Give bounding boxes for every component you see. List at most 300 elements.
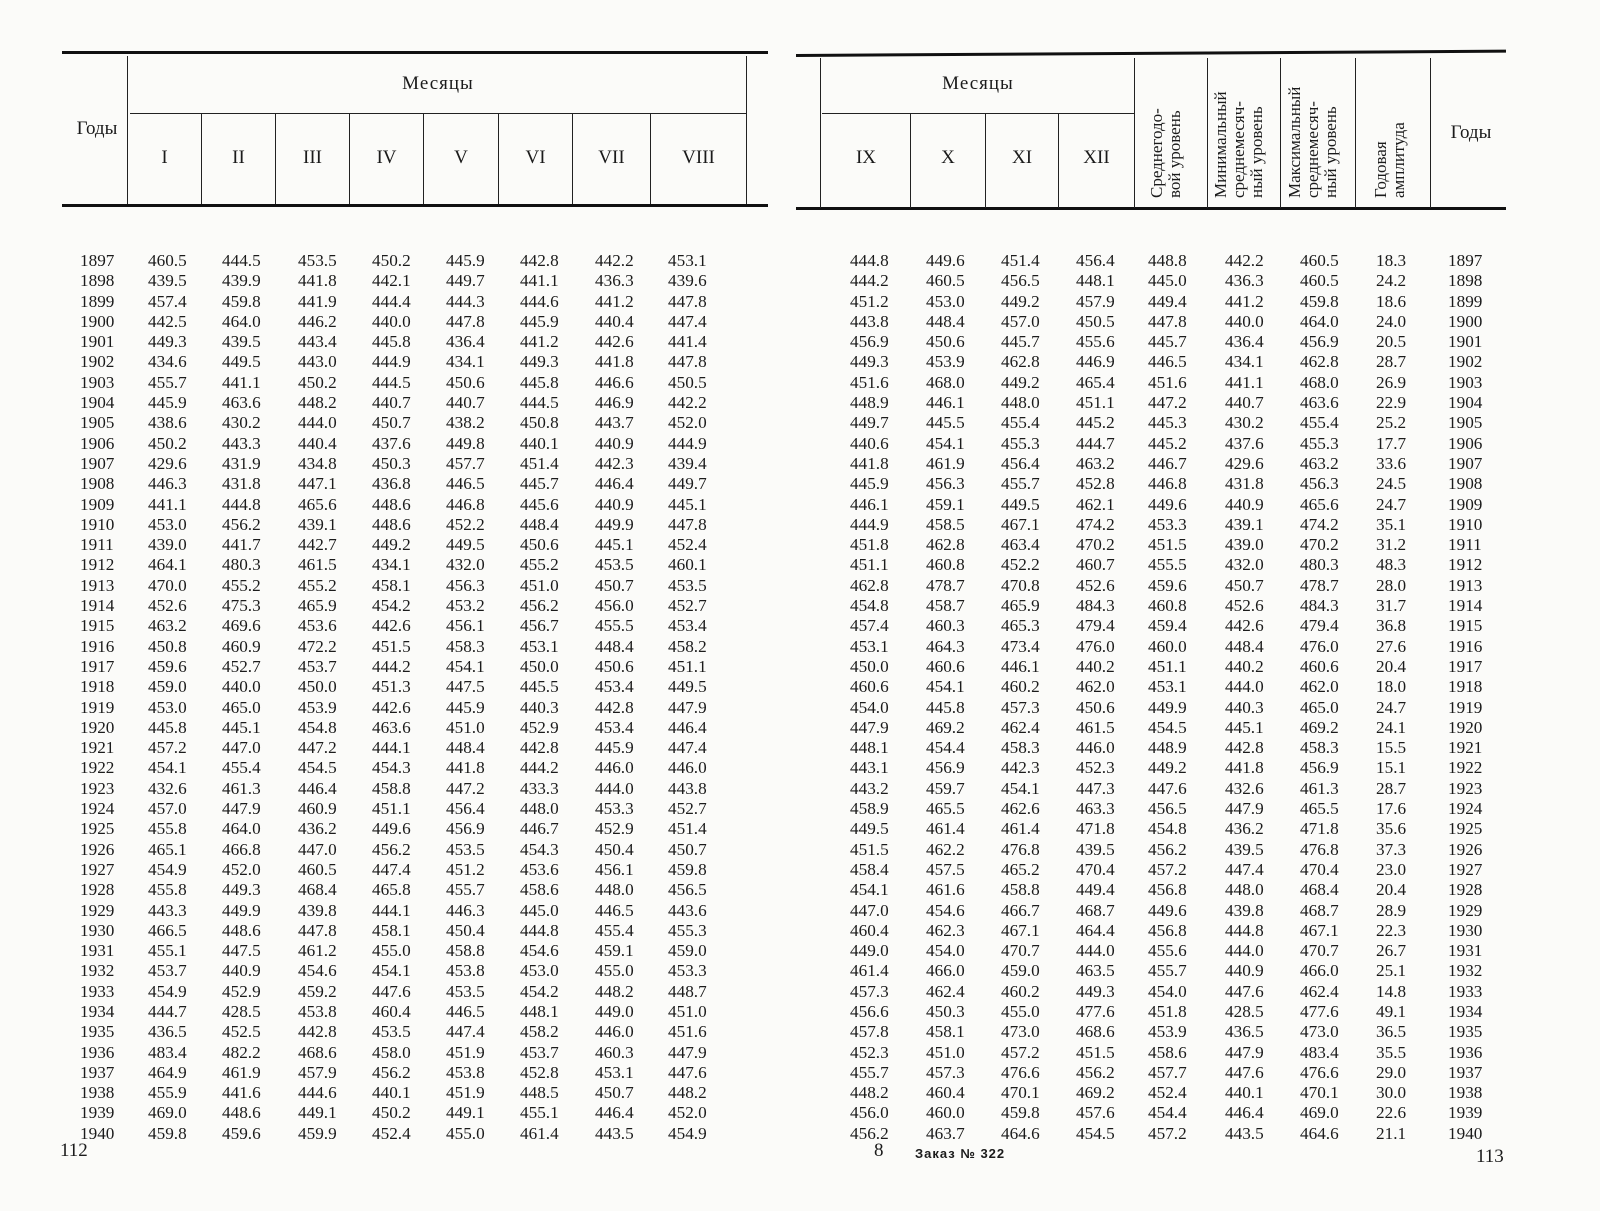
month-V-cell: 446.8: [446, 494, 485, 514]
month-IX-cell: 456.6: [850, 1001, 889, 1021]
table-row: [0, 637, 800, 657]
month-V-cell: 457.7: [446, 453, 485, 473]
month-V-cell: 449.5: [446, 535, 485, 555]
month-III-cell: 454.5: [298, 758, 337, 778]
month-XI-cell: 466.7: [1001, 900, 1040, 920]
month-VIII-cell: 443.8: [668, 778, 707, 798]
month-XII-cell: 484.3: [1076, 596, 1115, 616]
min-monthly-cell: 436.4: [1225, 332, 1264, 352]
month-IX-cell: 454.8: [850, 596, 889, 616]
amplitude-cell: 28.7: [1376, 352, 1407, 372]
month-header-IX: IX: [855, 147, 877, 168]
month-II-cell: 441.1: [222, 372, 261, 392]
month-XI-cell: 461.4: [1001, 819, 1040, 839]
mean-annual-cell: 449.6: [1148, 494, 1187, 514]
table-row: [0, 454, 800, 474]
table-row: [800, 901, 1600, 921]
min-monthly-cell: 439.0: [1225, 535, 1264, 555]
table-row: [0, 576, 800, 596]
month-XI-cell: 455.4: [1001, 413, 1040, 433]
month-X-cell: 446.1: [926, 393, 965, 413]
month-XI-cell: 465.2: [1001, 859, 1040, 879]
month-VIII-cell: 460.1: [668, 555, 707, 575]
month-IV-cell: 440.1: [372, 1083, 411, 1103]
amplitude-cell: 35.6: [1376, 819, 1407, 839]
month-VIII-cell: 459.8: [668, 859, 707, 879]
month-X-cell: 445.5: [926, 413, 965, 433]
month-I-cell: 460.5: [148, 251, 187, 270]
table-row: [800, 535, 1600, 555]
min-monthly-cell: 446.4: [1225, 1103, 1264, 1123]
table-row: [800, 840, 1600, 860]
month-II-cell: 447.5: [222, 941, 261, 961]
month-VI-cell: 441.1: [520, 271, 559, 291]
month-XII-cell: 457.6: [1076, 1103, 1115, 1123]
month-V-cell: 450.6: [446, 372, 485, 392]
month-VIII-cell: 443.6: [668, 900, 707, 920]
month-I-cell: 465.1: [148, 839, 187, 859]
mean-annual-cell: 454.0: [1148, 981, 1187, 1001]
month-X-cell: 460.3: [926, 616, 965, 636]
month-I-cell: 434.6: [148, 352, 187, 372]
month-III-cell: 453.7: [298, 656, 337, 676]
month-IV-cell: 458.0: [372, 1042, 411, 1062]
min-monthly-cell: 432.6: [1225, 778, 1264, 798]
month-XI-cell: 442.3: [1001, 758, 1040, 778]
min-monthly-cell: 442.8: [1225, 738, 1264, 758]
month-I-cell: 470.0: [148, 575, 187, 595]
year-cell: 1901: [80, 332, 115, 352]
year-cell: 1917: [80, 656, 115, 676]
min-monthly-cell: 447.9: [1225, 1042, 1264, 1062]
month-IX-cell: 460.6: [850, 677, 889, 697]
year-cell: 1937: [1448, 1062, 1483, 1082]
table-row: [800, 271, 1600, 291]
month-V-cell: 438.2: [446, 413, 485, 433]
month-X-cell: 461.9: [926, 453, 965, 473]
month-header-II: II: [232, 147, 245, 168]
min-monthly-cell: 429.6: [1225, 453, 1264, 473]
month-III-cell: 444.6: [298, 1083, 337, 1103]
months-header: Месяцы: [942, 73, 1014, 94]
month-IV-cell: 453.5: [372, 1022, 411, 1042]
min-monthly-cell: 430.2: [1225, 413, 1264, 433]
month-VIII-cell: 449.7: [668, 474, 707, 494]
month-VI-cell: 453.1: [520, 636, 559, 656]
min-monthly-cell: 428.5: [1225, 1001, 1264, 1021]
month-IV-cell: 440.0: [372, 311, 411, 331]
month-X-cell: 465.5: [926, 799, 965, 819]
min-monthly-header: Минимальный среднемесяч- ный уровень: [1211, 91, 1266, 198]
max-monthly-cell: 462.4: [1300, 981, 1339, 1001]
month-VI-cell: 453.0: [520, 961, 559, 981]
month-III-cell: 453.8: [298, 1001, 337, 1021]
month-X-cell: 454.6: [926, 900, 965, 920]
table-row: [0, 779, 800, 799]
year-cell: 1902: [80, 352, 115, 372]
month-XII-cell: 456.2: [1076, 1062, 1115, 1082]
month-II-cell: 452.9: [222, 981, 261, 1001]
year-cell: 1934: [80, 1001, 115, 1021]
year-cell: 1907: [80, 453, 115, 473]
max-monthly-cell: 480.3: [1300, 555, 1339, 575]
month-II-cell: 444.8: [222, 494, 261, 514]
month-II-cell: 455.2: [222, 575, 261, 595]
table-row: [0, 982, 800, 1002]
year-cell: 1925: [1448, 819, 1483, 839]
month-VI-cell: 450.6: [520, 535, 559, 555]
month-II-cell: 459.6: [222, 1123, 261, 1143]
table-row: [800, 393, 1600, 413]
max-monthly-cell: 468.4: [1300, 880, 1339, 900]
mean-annual-cell: 446.8: [1148, 474, 1187, 494]
table-row: [0, 474, 800, 494]
month-III-cell: 461.2: [298, 941, 337, 961]
month-VII-cell: 450.7: [595, 575, 634, 595]
month-VIII-cell: 453.4: [668, 616, 707, 636]
table-row: [0, 1063, 800, 1083]
month-VII-cell: 450.7: [595, 1083, 634, 1103]
min-monthly-cell: 444.0: [1225, 677, 1264, 697]
month-V-cell: 452.2: [446, 514, 485, 534]
month-IV-cell: 447.6: [372, 981, 411, 1001]
month-XII-cell: 445.2: [1076, 413, 1115, 433]
min-monthly-cell: 447.6: [1225, 981, 1264, 1001]
month-IX-cell: 446.1: [850, 494, 889, 514]
month-IV-cell: 445.8: [372, 332, 411, 352]
month-IV-cell: 451.1: [372, 799, 411, 819]
min-monthly-cell: 440.7: [1225, 393, 1264, 413]
mean-annual-cell: 451.6: [1148, 372, 1187, 392]
month-VI-cell: 453.6: [520, 859, 559, 879]
month-IX-cell: 456.2: [850, 1123, 889, 1143]
min-monthly-cell: 441.2: [1225, 291, 1264, 311]
month-header-XI: XI: [1011, 147, 1033, 168]
year-cell: 1916: [1448, 636, 1483, 656]
month-VI-cell: 454.3: [520, 839, 559, 859]
month-III-cell: 439.8: [298, 900, 337, 920]
month-II-cell: 469.6: [222, 616, 261, 636]
month-V-cell: 449.1: [446, 1103, 485, 1123]
month-VII-cell: 455.5: [595, 616, 634, 636]
month-V-cell: 446.5: [446, 474, 485, 494]
table-row: [800, 596, 1600, 616]
table-row: [0, 698, 800, 718]
month-XII-cell: 474.2: [1076, 514, 1115, 534]
table-row: [800, 799, 1600, 819]
month-I-cell: 450.8: [148, 636, 187, 656]
month-IV-cell: 454.3: [372, 758, 411, 778]
year-cell: 1912: [1448, 555, 1483, 575]
month-I-cell: 439.5: [148, 271, 187, 291]
min-monthly-cell: 448.4: [1225, 636, 1264, 656]
year-cell: 1904: [80, 393, 115, 413]
year-cell: 1936: [80, 1042, 115, 1062]
right-page: [800, 0, 1600, 1211]
table-row: [800, 961, 1600, 981]
month-X-cell: 460.6: [926, 656, 965, 676]
min-monthly-cell: 439.8: [1225, 900, 1264, 920]
amplitude-cell: 22.9: [1376, 393, 1407, 413]
table-row: [0, 758, 800, 778]
month-XI-cell: 456.5: [1001, 271, 1040, 291]
month-III-cell: 448.2: [298, 393, 337, 413]
table-row: [800, 1043, 1600, 1063]
top-rule: [62, 51, 768, 54]
month-XII-cell: 476.0: [1076, 636, 1115, 656]
table-row: [800, 332, 1600, 352]
month-X-cell: 459.7: [926, 778, 965, 798]
max-monthly-cell: 483.4: [1300, 1042, 1339, 1062]
month-VIII-cell: 447.9: [668, 697, 707, 717]
month-VII-cell: 460.3: [595, 1042, 634, 1062]
month-VIII-cell: 442.2: [668, 393, 707, 413]
max-monthly-cell: 465.0: [1300, 697, 1339, 717]
mean-annual-cell: 454.8: [1148, 819, 1187, 839]
month-V-cell: 434.1: [446, 352, 485, 372]
month-VI-cell: 445.8: [520, 372, 559, 392]
month-IX-cell: 457.3: [850, 981, 889, 1001]
month-VIII-cell: 441.4: [668, 332, 707, 352]
month-VIII-cell: 452.7: [668, 596, 707, 616]
month-III-cell: 453.6: [298, 616, 337, 636]
month-VI-cell: 445.7: [520, 474, 559, 494]
table-row: [0, 799, 800, 819]
month-III-cell: 450.2: [298, 372, 337, 392]
month-V-cell: 449.7: [446, 271, 485, 291]
month-IV-cell: 458.1: [372, 920, 411, 940]
month-XI-cell: 463.4: [1001, 535, 1040, 555]
month-IX-cell: 451.8: [850, 535, 889, 555]
year-cell: 1939: [80, 1103, 115, 1123]
min-monthly-cell: 440.9: [1225, 494, 1264, 514]
month-V-cell: 458.8: [446, 941, 485, 961]
year-cell: 1898: [1448, 271, 1483, 291]
amplitude-cell: 31.7: [1376, 596, 1407, 616]
month-III-cell: 443.4: [298, 332, 337, 352]
year-cell: 1928: [1448, 880, 1483, 900]
month-II-cell: 452.7: [222, 656, 261, 676]
table-row: [800, 941, 1600, 961]
month-IV-cell: 458.8: [372, 778, 411, 798]
month-VII-cell: 453.1: [595, 1062, 634, 1082]
month-X-cell: 454.0: [926, 941, 965, 961]
max-monthly-cell: 473.0: [1300, 1022, 1339, 1042]
year-cell: 1925: [80, 819, 115, 839]
table-row: [0, 515, 800, 535]
max-monthly-cell: 466.0: [1300, 961, 1339, 981]
month-VII-cell: 452.9: [595, 819, 634, 839]
month-X-cell: 449.6: [926, 251, 965, 270]
mean-annual-cell: 460.0: [1148, 636, 1187, 656]
month-V-cell: 451.9: [446, 1083, 485, 1103]
month-VIII-cell: 446.4: [668, 717, 707, 737]
month-XII-cell: 448.1: [1076, 271, 1115, 291]
month-IV-cell: 465.8: [372, 880, 411, 900]
table-row: [800, 1124, 1600, 1144]
table-row: [800, 515, 1600, 535]
month-I-cell: 454.9: [148, 859, 187, 879]
month-header-III: III: [303, 147, 322, 168]
month-I-cell: 454.1: [148, 758, 187, 778]
month-I-cell: 455.8: [148, 819, 187, 839]
month-II-cell: 464.0: [222, 819, 261, 839]
table-row: [800, 434, 1600, 454]
amplitude-cell: 35.1: [1376, 514, 1407, 534]
max-monthly-cell: 463.2: [1300, 453, 1339, 473]
month-V-cell: 441.8: [446, 758, 485, 778]
year-cell: 1927: [1448, 859, 1483, 879]
month-V-cell: 451.2: [446, 859, 485, 879]
month-II-cell: 428.5: [222, 1001, 261, 1021]
mean-annual-cell: 445.3: [1148, 413, 1187, 433]
table-row: [0, 860, 800, 880]
month-XI-cell: 459.8: [1001, 1103, 1040, 1123]
month-III-cell: 459.9: [298, 1123, 337, 1143]
month-VII-cell: 446.6: [595, 372, 634, 392]
table-row: [800, 880, 1600, 900]
mean-annual-cell: 445.7: [1148, 332, 1187, 352]
min-monthly-cell: 447.4: [1225, 859, 1264, 879]
month-IX-cell: 451.5: [850, 839, 889, 859]
table-row: [0, 495, 800, 515]
month-V-cell: 453.2: [446, 596, 485, 616]
table-row: [0, 1043, 800, 1063]
month-IX-cell: 456.0: [850, 1103, 889, 1123]
month-VI-cell: 442.8: [520, 738, 559, 758]
year-cell: 1926: [80, 839, 115, 859]
table-row: [800, 1002, 1600, 1022]
year-cell: 1919: [80, 697, 115, 717]
table-row: [800, 251, 1600, 271]
month-IV-cell: 448.6: [372, 514, 411, 534]
month-II-cell: 461.3: [222, 778, 261, 798]
month-III-cell: 446.4: [298, 778, 337, 798]
month-V-cell: 446.3: [446, 900, 485, 920]
max-monthly-cell: 484.3: [1300, 596, 1339, 616]
month-I-cell: 441.1: [148, 494, 187, 514]
month-VII-cell: 445.1: [595, 535, 634, 555]
month-VIII-cell: 450.5: [668, 372, 707, 392]
month-X-cell: 457.5: [926, 859, 965, 879]
mean-annual-cell: 457.7: [1148, 1062, 1187, 1082]
amplitude-cell: 28.7: [1376, 778, 1407, 798]
min-monthly-cell: 432.0: [1225, 555, 1264, 575]
amplitude-cell: 20.4: [1376, 656, 1407, 676]
year-cell: 1932: [80, 961, 115, 981]
month-XII-cell: 468.6: [1076, 1022, 1115, 1042]
month-II-cell: 439.9: [222, 271, 261, 291]
month-VI-cell: 456.7: [520, 616, 559, 636]
month-X-cell: 450.3: [926, 1001, 965, 1021]
mean-annual-cell: 449.4: [1148, 291, 1187, 311]
month-II-cell: 452.5: [222, 1022, 261, 1042]
month-III-cell: 465.6: [298, 494, 337, 514]
month-V-cell: 436.4: [446, 332, 485, 352]
month-IV-cell: 451.5: [372, 636, 411, 656]
month-XII-cell: 444.7: [1076, 433, 1115, 453]
month-I-cell: 445.8: [148, 717, 187, 737]
month-IX-cell: 450.0: [850, 656, 889, 676]
table-row: [0, 921, 800, 941]
month-I-cell: 459.6: [148, 656, 187, 676]
max-monthly-cell: 470.7: [1300, 941, 1339, 961]
month-IV-cell: 436.8: [372, 474, 411, 494]
month-IV-cell: 451.3: [372, 677, 411, 697]
amplitude-cell: 18.3: [1376, 251, 1407, 270]
year-cell: 1922: [1448, 758, 1483, 778]
month-VIII-cell: 447.8: [668, 352, 707, 372]
month-VII-cell: 442.2: [595, 251, 634, 270]
month-I-cell: 445.9: [148, 393, 187, 413]
month-XI-cell: 460.2: [1001, 677, 1040, 697]
max-monthly-cell: 476.8: [1300, 839, 1339, 859]
month-XII-cell: 446.0: [1076, 738, 1115, 758]
month-IX-cell: 451.1: [850, 555, 889, 575]
amplitude-header: Годовая амплитуда: [1371, 122, 1408, 198]
table-row: [800, 292, 1600, 312]
table-row: [0, 271, 800, 291]
month-XI-cell: 457.3: [1001, 697, 1040, 717]
month-III-cell: 453.5: [298, 251, 337, 270]
table-row: [800, 1083, 1600, 1103]
table-row: [0, 616, 800, 636]
month-VIII-cell: 448.7: [668, 981, 707, 1001]
mean-annual-cell: 448.8: [1148, 251, 1187, 270]
table-row: [0, 961, 800, 981]
month-I-cell: 453.0: [148, 514, 187, 534]
month-IX-cell: 443.8: [850, 311, 889, 331]
mean-annual-cell: 458.6: [1148, 1042, 1187, 1062]
page-number-right: 113: [1476, 1146, 1504, 1167]
month-IX-cell: 447.0: [850, 900, 889, 920]
month-VI-cell: 444.5: [520, 393, 559, 413]
mean-annual-cell: 445.0: [1148, 271, 1187, 291]
month-IX-cell: 449.3: [850, 352, 889, 372]
month-X-cell: 458.1: [926, 1022, 965, 1042]
amplitude-cell: 17.7: [1376, 433, 1407, 453]
month-VII-cell: 444.0: [595, 778, 634, 798]
month-VI-cell: 452.8: [520, 1062, 559, 1082]
month-XII-cell: 452.8: [1076, 474, 1115, 494]
max-monthly-cell: 470.2: [1300, 535, 1339, 555]
year-cell: 1935: [80, 1022, 115, 1042]
month-II-cell: 445.1: [222, 717, 261, 737]
month-X-cell: 460.4: [926, 1083, 965, 1103]
month-X-cell: 463.7: [926, 1123, 965, 1143]
month-VI-cell: 456.2: [520, 596, 559, 616]
top-rule: [796, 50, 1506, 57]
month-I-cell: 449.3: [148, 332, 187, 352]
month-X-cell: 462.8: [926, 535, 965, 555]
mean-annual-cell: 449.9: [1148, 697, 1187, 717]
month-IV-cell: 463.6: [372, 717, 411, 737]
month-VII-cell: 448.4: [595, 636, 634, 656]
amplitude-cell: 18.6: [1376, 291, 1407, 311]
table-row: [0, 535, 800, 555]
month-header-VII: VII: [598, 147, 625, 168]
year-cell: 1924: [80, 799, 115, 819]
month-X-cell: 464.3: [926, 636, 965, 656]
month-III-cell: 455.2: [298, 575, 337, 595]
month-III-cell: 441.8: [298, 271, 337, 291]
month-VI-cell: 448.0: [520, 799, 559, 819]
month-IX-cell: 458.4: [850, 859, 889, 879]
month-VII-cell: 440.9: [595, 433, 634, 453]
max-monthly-cell: 474.2: [1300, 514, 1339, 534]
month-I-cell: 459.0: [148, 677, 187, 697]
month-I-cell: 455.7: [148, 372, 187, 392]
